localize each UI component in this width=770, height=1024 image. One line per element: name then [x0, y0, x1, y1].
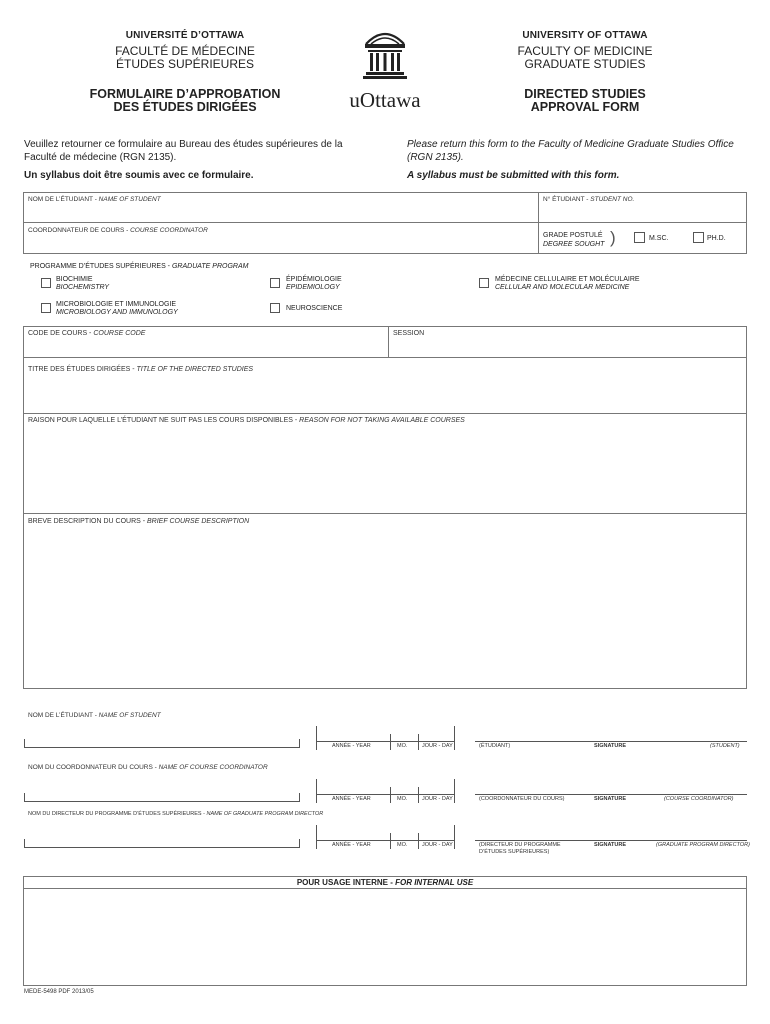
instructions-fr [24, 138, 343, 182]
course-description-label: BREVE DESCRIPTION DU COURS - BRIEF COURSE DESCRIPTION [28, 518, 250, 525]
course-code-field[interactable] [24, 339, 386, 356]
program-epidemiology-checkbox[interactable] [270, 278, 280, 288]
degree-msc-checkbox[interactable] [634, 232, 645, 243]
header-fr-title-1: FORMULAIRE D’APPROBATION [89, 87, 281, 101]
student-name-label: NOM DE L’ÉTUDIANT - NAME OF STUDENT [28, 196, 161, 203]
header-en-title-1: DIRECTED STUDIES [524, 87, 646, 101]
program-biochemistry-checkbox[interactable] [41, 278, 51, 288]
sig-coordinator-date-field[interactable] [316, 781, 454, 795]
uottawa-logo-text: uOttawa [349, 88, 421, 112]
internal-use-field[interactable] [24, 889, 746, 985]
instructions-en-line-1: Please return this form to the Faculty of Medicine Graduate Studies Office [407, 139, 734, 150]
program-microbiology-checkbox[interactable] [41, 303, 51, 313]
header-en-faculty: FACULTY OF MEDICINE [517, 44, 653, 58]
student-name-field[interactable] [24, 204, 536, 221]
header-fr-title-2: DES ÉTUDES DIRIGÉES [113, 100, 257, 114]
course-description-field[interactable] [24, 527, 746, 687]
sig-director-year-label: ANNÉE - YEAR [332, 842, 371, 848]
sig-student-signature-label: SIGNATURE [594, 743, 626, 749]
sig-student-day-label: JOUR - DAY [422, 743, 453, 749]
degree-phd-checkbox[interactable] [693, 232, 704, 243]
directed-studies-title-field[interactable] [24, 375, 746, 412]
instructions-en [407, 138, 734, 182]
session-field[interactable] [390, 339, 745, 356]
program-label: PROGRAMME D’ÉTUDES SUPÉRIEURES - GRADUATE PROGRAM [30, 263, 249, 270]
sig-student-role-fr: (ÉTUDIANT) [479, 743, 511, 749]
sig-coordinator-signature-label: SIGNATURE [594, 796, 626, 802]
degree-msc-label: M.SC. [649, 235, 669, 242]
program-cmm-label: MÉDECINE CELLULAIRE ET MOLÉCULAIRE CELLULAR AND MOLECULAR MEDICINE [495, 276, 640, 291]
sig-director-role-fr: (DIRECTEUR DU PROGRAMME D’ÉTUDES SUPÉRIEURES) [479, 842, 561, 855]
program-microbiology-label: MICROBIOLOGIE ET IMMUNOLOGIE MICROBIOLOGY AND IMMUNOLOGY [56, 301, 178, 316]
sig-director-name-field[interactable] [24, 830, 300, 848]
sig-director-name-label: NOM DU DIRECTEUR DU PROGRAMME D’ÉTUDES SUPÉRIEURES - NAME OF GRADUATE PROGRAM DIRECTOR [28, 811, 324, 817]
sig-director-signature-label: SIGNATURE [594, 842, 626, 848]
program-neuroscience-checkbox[interactable] [270, 303, 280, 313]
sig-student-name-label: NOM DE L’ÉTUDIANT - NAME OF STUDENT [28, 712, 161, 719]
sig-student-signature-field[interactable] [475, 726, 747, 741]
program-epidemiology-label: ÉPIDÉMIOLOGIE EPIDEMIOLOGY [286, 276, 342, 291]
instructions-en-syllabus: A syllabus must be submitted with this form. [407, 170, 620, 181]
coordinator-label: COORDONNATEUR DE COURS - COURSE COORDINATOR [28, 227, 208, 234]
header-fr-faculty: FACULTÉ DE MÉDECINE [115, 44, 255, 58]
student-number-label: N° ÉTUDIANT - STUDENT NO. [543, 196, 635, 203]
sig-coordinator-year-label: ANNÉE - YEAR [332, 796, 371, 802]
sig-student-role-en: (STUDENT) [710, 743, 740, 749]
student-number-field[interactable] [540, 204, 745, 221]
header-en-department: GRADUATE STUDIES [524, 57, 646, 71]
sig-coordinator-month-label: MO. [397, 796, 408, 802]
form-code: MEDE-5498 PDF 2013/05 [24, 989, 94, 995]
program-biochemistry-label: BIOCHIMIE BIOCHEMISTRY [56, 276, 110, 291]
sig-coordinator-day-label: JOUR - DAY [422, 796, 453, 802]
degree-phd-label: PH.D. [707, 235, 726, 242]
session-label: SESSION [393, 330, 425, 337]
header-fr-department: ÉTUDES SUPÉRIEURES [115, 57, 255, 71]
course-code-label: CODE DE COURS - COURSE CODE [28, 330, 146, 337]
sig-coordinator-name-field[interactable] [24, 784, 300, 802]
header-fr-university: UNIVERSITÉ D’OTTAWA [125, 30, 245, 41]
sig-coordinator-name-label: NOM DU COORDONNATEUR DU COURS - NAME OF COURSE COORDINATOR [28, 764, 268, 771]
sig-coordinator-role-fr: (COORDONNATEUR DU COURS) [479, 796, 565, 802]
header-en-university: UNIVERSITY OF OTTAWA [522, 30, 648, 41]
sig-student-date-field[interactable] [316, 728, 454, 742]
university-crest-icon [362, 28, 408, 80]
sig-director-date-field[interactable] [316, 827, 454, 841]
program-cmm-checkbox[interactable] [479, 278, 489, 288]
header-en-title-2: APPROVAL FORM [530, 100, 640, 114]
sig-director-signature-field[interactable] [475, 825, 747, 840]
sig-director-month-label: MO. [397, 842, 408, 848]
program-neuroscience-label: NEUROSCIENCE [286, 305, 343, 312]
degree-label: GRADE POSTULÉ DEGREE SOUGHT [543, 232, 605, 248]
instructions-fr-line-1: Veuillez retourner ce formulaire au Bureau des études supérieures de la [24, 139, 343, 150]
instructions-fr-syllabus: Un syllabus doit être soumis avec ce formulaire. [24, 170, 254, 181]
sig-director-role-en: (GRADUATE PROGRAM DIRECTOR) [656, 842, 750, 848]
instructions-fr-line-2: Faculté de médecine (RGN 2135). [24, 152, 177, 163]
sig-coordinator-role-en: (COURSE COORDINATOR) [664, 796, 734, 802]
reason-label: RAISON POUR LAQUELLE L’ÉTUDIANT NE SUIT PAS LES COURS DISPONIBLES - REASON FOR NOT TAKING AVAILABLE COURSES [28, 417, 465, 424]
internal-use-title: POUR USAGE INTERNE - FOR INTERNAL USE [296, 878, 474, 887]
sig-student-name-field[interactable] [24, 730, 300, 748]
reason-field[interactable] [24, 426, 746, 512]
instructions-en-line-2: (RGN 2135). [407, 152, 464, 163]
sig-coordinator-signature-field[interactable] [475, 779, 747, 794]
coordinator-field[interactable] [24, 235, 536, 253]
degree-brace-icon: ) [610, 228, 616, 247]
directed-studies-title-label: TITRE DES ÉTUDES DIRIGÉES - TITLE OF THE DIRECTED STUDIES [28, 366, 254, 373]
sig-director-day-label: JOUR - DAY [422, 842, 453, 848]
sig-student-month-label: MO. [397, 743, 408, 749]
sig-student-year-label: ANNÉE - YEAR [332, 743, 371, 749]
